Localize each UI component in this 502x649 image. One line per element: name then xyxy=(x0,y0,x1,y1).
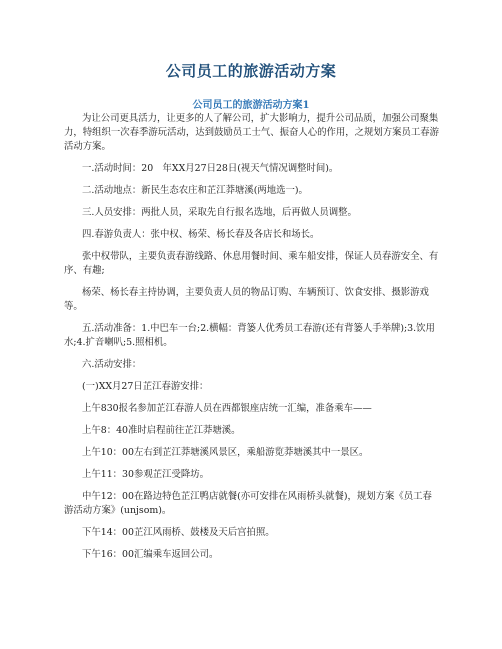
activity-time: 一.活动时间：20 年XX月27日28日(视天气情况调整时间)。 xyxy=(82,163,339,174)
schedule-heading: 六.活动安排： xyxy=(82,359,142,370)
document-subtitle: 公司员工的旅游活动方案1 xyxy=(192,100,310,111)
activity-location: 二.活动地点：新民生态农庄和芷江莽塘溪(两地选一)。 xyxy=(82,185,308,196)
schedule-item: 上午830报名参加芷江春游人员在西都银座店统一汇编，准备乘车—— xyxy=(82,403,372,414)
leader-duty: 张中权带队，主要负责春游线路、休息用餐时间、乘车船安排，保证人员春游安全、有序、有趣; xyxy=(64,251,439,276)
schedule-item: 上午10：00左右到芷江莽塘溪风景区，乘船游览莽塘溪其中一景区。 xyxy=(82,447,369,458)
document-body xyxy=(64,112,440,570)
schedule-item: 中午12：00在路边特色芷江鸭店就餐(亦可安排在风雨桥头就餐)，规划方案《员工春游活动方案》(unjsom)。 xyxy=(64,491,432,516)
schedule-item: 上午11：30参观芷江受降坊。 xyxy=(82,469,209,480)
schedule-item: 上午8：40准时启程前往芷江莽塘溪。 xyxy=(82,425,241,436)
schedule-subheading: (一)XX月27日芷江春游安排： xyxy=(82,381,209,392)
staff-arrangement: 三.人员安排：两批人员，采取先自行报名选地，后再做人员调整。 xyxy=(82,207,357,218)
coordinator-duty: 杨荣、杨长春主持协调，主要负责人员的物品订购、车辆预订、饮食安排、摄影游戏等。 xyxy=(64,287,429,312)
schedule-item: 下午14：00芷江风雨桥、鼓楼及天后宫拍照。 xyxy=(82,527,275,538)
responsible-persons: 四.春游负责人：张中权、杨荣、杨长春及各店长和场长。 xyxy=(82,229,320,240)
intro-paragraph: 为让公司更具活力，让更多的人了解公司，扩大影响力，提升公司品质，加强公司聚集力，特组织一次春季游玩活动，达到鼓励员工士气、振奋人心的作用，之规划方案员工春游活动方案。 xyxy=(64,113,440,152)
activity-preparation: 五.活动准备：1.中巴车一台;2.横幅：背篓人优秀员工春游(还有背篓人手举牌);3.饮用水;4.扩音喇叭;5.照相机。 xyxy=(64,323,435,348)
schedule-item: 下午16：00汇编乘车返回公司。 xyxy=(82,549,219,560)
document-title: 公司员工的旅游活动方案 xyxy=(165,62,337,80)
